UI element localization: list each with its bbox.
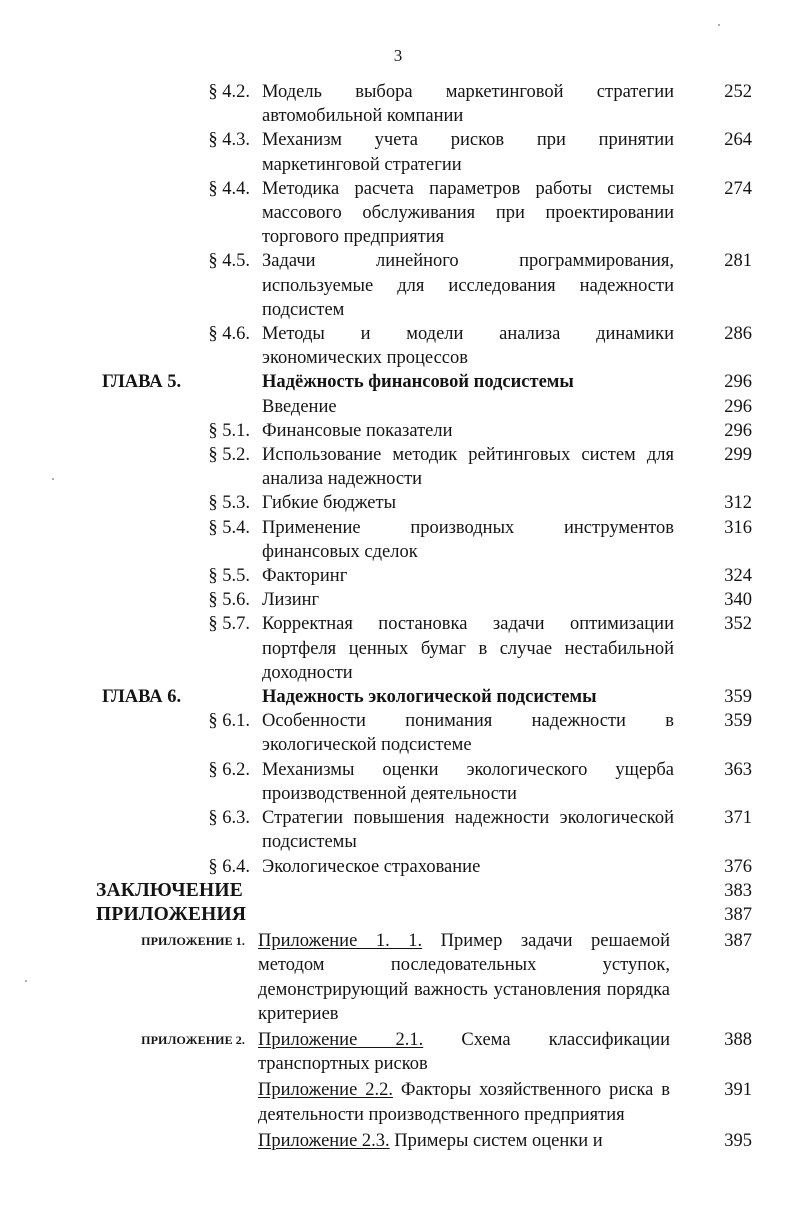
appendix-title-text: Факторы хозяйственного риска в деятельности производственного предприятия <box>258 1080 670 1125</box>
section-number: § 6.1. <box>208 711 250 732</box>
section-number: § 5.4. <box>208 517 250 538</box>
toc-entry <box>0 80 796 128</box>
section-title: Корректная постановка задачи оптимизации портфеля ценных бумаг в случае нестабильной доходности <box>262 614 674 683</box>
section-number: § 5.6. <box>208 590 250 611</box>
table-of-contents <box>0 80 796 1153</box>
page-ref: 252 <box>724 82 752 102</box>
section-number: § 4.3. <box>208 130 250 151</box>
toc-entry <box>0 370 796 394</box>
toc-entry <box>0 516 796 564</box>
toc-entry <box>0 879 796 903</box>
appendix-title <box>258 1028 670 1076</box>
section-title: Гибкие бюджеты <box>262 493 396 514</box>
chapter-title: Надежность экологической подсистемы <box>262 687 597 708</box>
toc-entry <box>0 322 796 370</box>
toc-entry <box>0 419 796 443</box>
section-title: Лизинг <box>262 590 320 611</box>
appendix-title-text: Пример задачи решаемой методом последовательных уступок, демонстрирующий важность установления порядка критериев <box>258 931 670 1024</box>
chapter-title: Надёжность финансовой подсистемы <box>262 372 574 393</box>
page-ref: 296 <box>724 396 752 417</box>
toc-entry <box>0 177 796 250</box>
section-number: § 4.4. <box>208 178 250 199</box>
appendix-link[interactable]: Приложение 2.3. <box>258 1130 390 1151</box>
page-ref: 274 <box>724 178 752 199</box>
toc-entry <box>0 395 796 419</box>
section-title: Факторинг <box>262 566 348 587</box>
scan-speck <box>52 478 54 480</box>
toc-entry <box>0 1078 796 1126</box>
appendix-link[interactable]: Приложение 2.2. <box>258 1080 393 1101</box>
page-ref: 359 <box>724 711 752 732</box>
page-ref: 387 <box>724 904 752 925</box>
toc-entry <box>0 855 796 879</box>
appendix-label: ПРИЛОЖЕНИЕ 1. <box>141 934 245 949</box>
section-number: § 4.2. <box>208 82 250 102</box>
section-title <box>262 903 674 927</box>
page-ref: 296 <box>724 420 752 441</box>
toc-entry <box>0 903 796 927</box>
page-number: 3 <box>393 46 403 65</box>
toc-entry <box>0 929 796 1026</box>
section-number: § 5.3. <box>208 493 250 514</box>
section-title: Задачи линейного программирования, используемые для исследования надежности подсистем <box>262 251 674 320</box>
chapter-number: ГЛАВА 6. <box>102 687 182 708</box>
appendix-title <box>258 1078 670 1126</box>
appendix-link[interactable]: Приложение 2.1. <box>258 1029 424 1050</box>
section-number: § 4.6. <box>208 324 250 345</box>
section-title: Применение производных инструментов финансовых сделок <box>262 517 674 562</box>
section-number: § 6.3. <box>208 808 250 829</box>
toc-entry <box>0 249 796 322</box>
page-ref: 286 <box>724 324 752 345</box>
section-number: § 5.5. <box>208 566 250 587</box>
scan-speck <box>25 980 27 982</box>
toc-entry <box>0 685 796 709</box>
page-ref: 363 <box>724 759 752 780</box>
toc-entry <box>0 1028 796 1076</box>
toc-entry <box>0 612 796 685</box>
page-ref: 296 <box>724 372 752 393</box>
appendix-title <box>258 929 670 1026</box>
page-ref: 340 <box>724 590 752 611</box>
toc-entry <box>0 588 796 612</box>
section-number: § 6.2. <box>208 759 250 780</box>
section-title: Экологическое страхование <box>262 856 481 877</box>
toc-entry <box>0 443 796 491</box>
section-title <box>262 879 674 903</box>
page-ref: 352 <box>724 614 752 635</box>
page-ref: 312 <box>724 493 752 514</box>
part-heading: ПРИЛОЖЕНИЯ <box>96 903 247 925</box>
section-title: Стратегии повышения надежности экологической подсистемы <box>262 808 674 853</box>
toc-entry <box>0 806 796 854</box>
page-ref: 324 <box>724 566 752 587</box>
page-ref: 395 <box>724 1130 752 1151</box>
section-title: Механизмы оценки экологического ущерба производственной деятельности <box>262 759 674 804</box>
page-ref: 299 <box>724 445 752 466</box>
section-title: Методика расчета параметров работы системы массового обслуживания при проектировании торгового предприятия <box>262 178 674 248</box>
toc-entry <box>0 758 796 806</box>
page-ref: 376 <box>724 856 752 877</box>
section-title: Использование методик рейтинговых систем для анализа надежности <box>262 445 674 490</box>
section-title: Особенности понимания надежности в экологической подсистеме <box>262 711 674 756</box>
section-number: § 5.7. <box>208 614 250 635</box>
toc-entry <box>0 128 796 176</box>
page-ref: 383 <box>724 880 752 901</box>
section-title: Модель выбора маркетинговой стратегии автомобильной компании <box>262 82 674 127</box>
page-ref: 264 <box>724 130 752 151</box>
scan-speck <box>718 24 720 26</box>
appendix-title-text: Схема классификации транспортных рисков <box>258 1029 670 1075</box>
page-ref: 281 <box>724 251 752 272</box>
page-ref: 359 <box>724 687 752 708</box>
page-ref: 388 <box>724 1029 752 1050</box>
toc-entry <box>0 491 796 515</box>
section-number: § 5.1. <box>208 420 250 441</box>
chapter-number: ГЛАВА 5. <box>102 372 182 393</box>
section-title: Методы и модели анализа динамики экономических процессов <box>262 324 674 369</box>
section-title: Введение <box>262 396 337 417</box>
section-title: Финансовые показатели <box>262 420 453 441</box>
page-ref: 387 <box>724 931 752 952</box>
section-title: Механизм учета рисков при принятии маркетинговой стратегии <box>262 130 674 175</box>
page-ref: 371 <box>724 808 752 829</box>
section-number: § 4.5. <box>208 251 250 272</box>
appendix-link[interactable]: Приложение 1. 1. <box>258 931 423 952</box>
page-ref: 316 <box>724 517 752 538</box>
part-heading: ЗАКЛЮЧЕНИЕ <box>96 879 243 901</box>
toc-entry <box>0 709 796 757</box>
appendix-title <box>258 1129 670 1153</box>
appendix-title-text: Примеры систем оценки и <box>389 1130 603 1151</box>
section-number: § 5.2. <box>208 445 250 466</box>
section-number: § 6.4. <box>208 856 250 877</box>
toc-entry <box>0 1129 796 1153</box>
appendix-label: ПРИЛОЖЕНИЕ 2. <box>141 1032 245 1047</box>
toc-entry <box>0 564 796 588</box>
page-ref: 391 <box>724 1080 752 1101</box>
